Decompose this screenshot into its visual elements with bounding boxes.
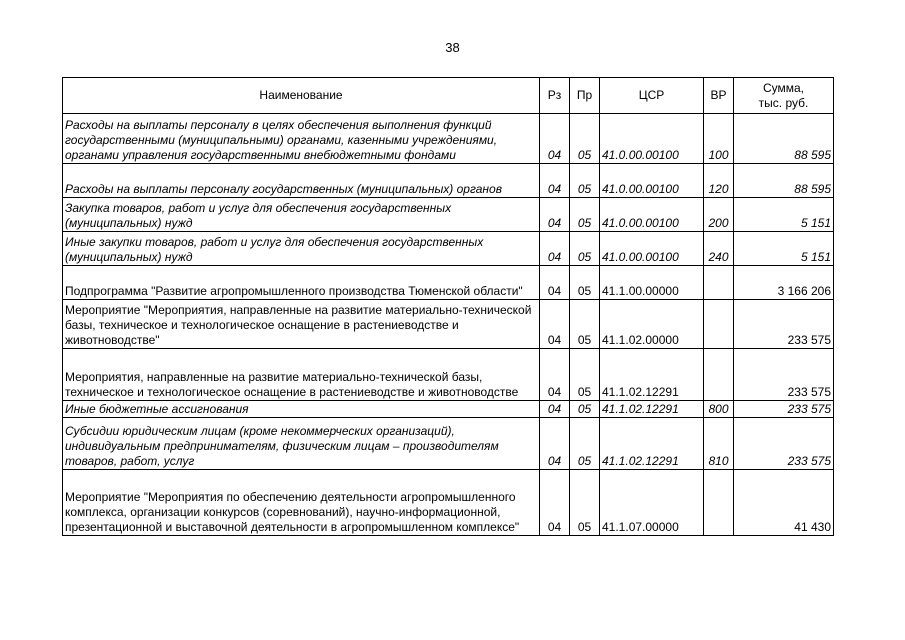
row-csr: 41.0.00.00100 (600, 114, 704, 164)
row-name: Расходы на выплаты персоналу государственных (муниципальных) органов (63, 164, 540, 198)
row-sum: 41 430 (734, 470, 834, 536)
row-rz: 04 (540, 114, 570, 164)
row-name: Закупка товаров, работ и услуг для обеспечения государственных (муниципальных) нужд (63, 198, 540, 232)
header-sum: Сумма, тыс. руб. (734, 78, 834, 114)
table-row (63, 266, 834, 300)
row-pr: 05 (570, 401, 600, 418)
row-sum: 88 595 (734, 164, 834, 198)
budget-table (62, 77, 834, 536)
row-vr: 200 (704, 198, 734, 232)
row-csr: 41.1.02.12291 (600, 349, 704, 401)
row-vr (704, 470, 734, 536)
row-pr: 05 (570, 164, 600, 198)
row-csr: 41.1.07.00000 (600, 470, 704, 536)
row-pr: 05 (570, 418, 600, 470)
row-vr: 800 (704, 401, 734, 418)
table-row (63, 232, 834, 266)
row-vr (704, 349, 734, 401)
row-name: Расходы на выплаты персоналу в целях обеспечения выполнения функций государственными (муниципальными) органами, казенными учреждениями, органами управления государственными внебюджетными фондами (63, 114, 540, 164)
row-pr: 05 (570, 266, 600, 300)
row-pr: 05 (570, 198, 600, 232)
row-sum: 3 166 206 (734, 266, 834, 300)
row-sum: 5 151 (734, 198, 834, 232)
row-name: Мероприятия, направленные на развитие материально-технической базы, техническое и технологическое оснащение в растениеводстве и животноводстве (63, 349, 540, 401)
row-name: Иные закупки товаров, работ и услуг для обеспечения государственных (муниципальных) нужд (63, 232, 540, 266)
header-vr: ВР (704, 78, 734, 114)
row-sum: 233 575 (734, 418, 834, 470)
row-rz: 04 (540, 470, 570, 536)
row-csr: 41.1.02.12291 (600, 401, 704, 418)
header-csr: ЦСР (600, 78, 704, 114)
row-vr: 120 (704, 164, 734, 198)
header-name: Наименование (63, 78, 540, 114)
row-name: Иные бюджетные ассигнования (63, 401, 540, 418)
page-number: 38 (445, 40, 460, 55)
row-csr: 41.0.00.00100 (600, 198, 704, 232)
row-vr (704, 266, 734, 300)
table-row (63, 349, 834, 401)
row-sum: 5 151 (734, 232, 834, 266)
row-rz: 04 (540, 232, 570, 266)
table-row (63, 401, 834, 418)
row-pr: 05 (570, 114, 600, 164)
row-sum: 233 575 (734, 401, 834, 418)
row-vr (704, 300, 734, 349)
row-csr: 41.1.02.00000 (600, 300, 704, 349)
header-rz: Рз (540, 78, 570, 114)
header-pr: Пр (570, 78, 600, 114)
row-rz: 04 (540, 198, 570, 232)
table-row (63, 164, 834, 198)
row-rz: 04 (540, 418, 570, 470)
row-name: Мероприятие "Мероприятия по обеспечению деятельности агропромышленного комплекса, организации конкурсов (соревнований), научно-информационной, презентационной и выставочной деятельности в агропромышленном комплексе" (63, 470, 540, 536)
row-pr: 05 (570, 470, 600, 536)
row-sum: 233 575 (734, 300, 834, 349)
table-row (63, 114, 834, 164)
row-rz: 04 (540, 401, 570, 418)
row-rz: 04 (540, 349, 570, 401)
row-sum: 88 595 (734, 114, 834, 164)
table-row (63, 198, 834, 232)
row-pr: 05 (570, 349, 600, 401)
row-csr: 41.0.00.00100 (600, 164, 704, 198)
row-name: Субсидии юридическим лицам (кроме некоммерческих организаций), индивидуальным предпринимателям, физическим лицам – производителям товаров, работ, услуг (63, 418, 540, 470)
row-name: Мероприятие "Мероприятия, направленные на развитие материально-технической базы, техническое и технологическое оснащение в растениеводстве и животноводстве" (63, 300, 540, 349)
row-pr: 05 (570, 232, 600, 266)
row-csr: 41.0.00.00100 (600, 232, 704, 266)
table-row (63, 300, 834, 349)
row-vr: 100 (704, 114, 734, 164)
row-sum: 233 575 (734, 349, 834, 401)
table-header-row (63, 78, 834, 114)
table-row (63, 470, 834, 536)
row-vr: 810 (704, 418, 734, 470)
row-name: Подпрограмма "Развитие агропромышленного производства Тюменской области" (63, 266, 540, 300)
row-rz: 04 (540, 164, 570, 198)
row-pr: 05 (570, 300, 600, 349)
row-csr: 41.1.00.00000 (600, 266, 704, 300)
row-rz: 04 (540, 300, 570, 349)
table-row (63, 418, 834, 470)
row-rz: 04 (540, 266, 570, 300)
row-csr: 41.1.02.12291 (600, 418, 704, 470)
row-vr: 240 (704, 232, 734, 266)
